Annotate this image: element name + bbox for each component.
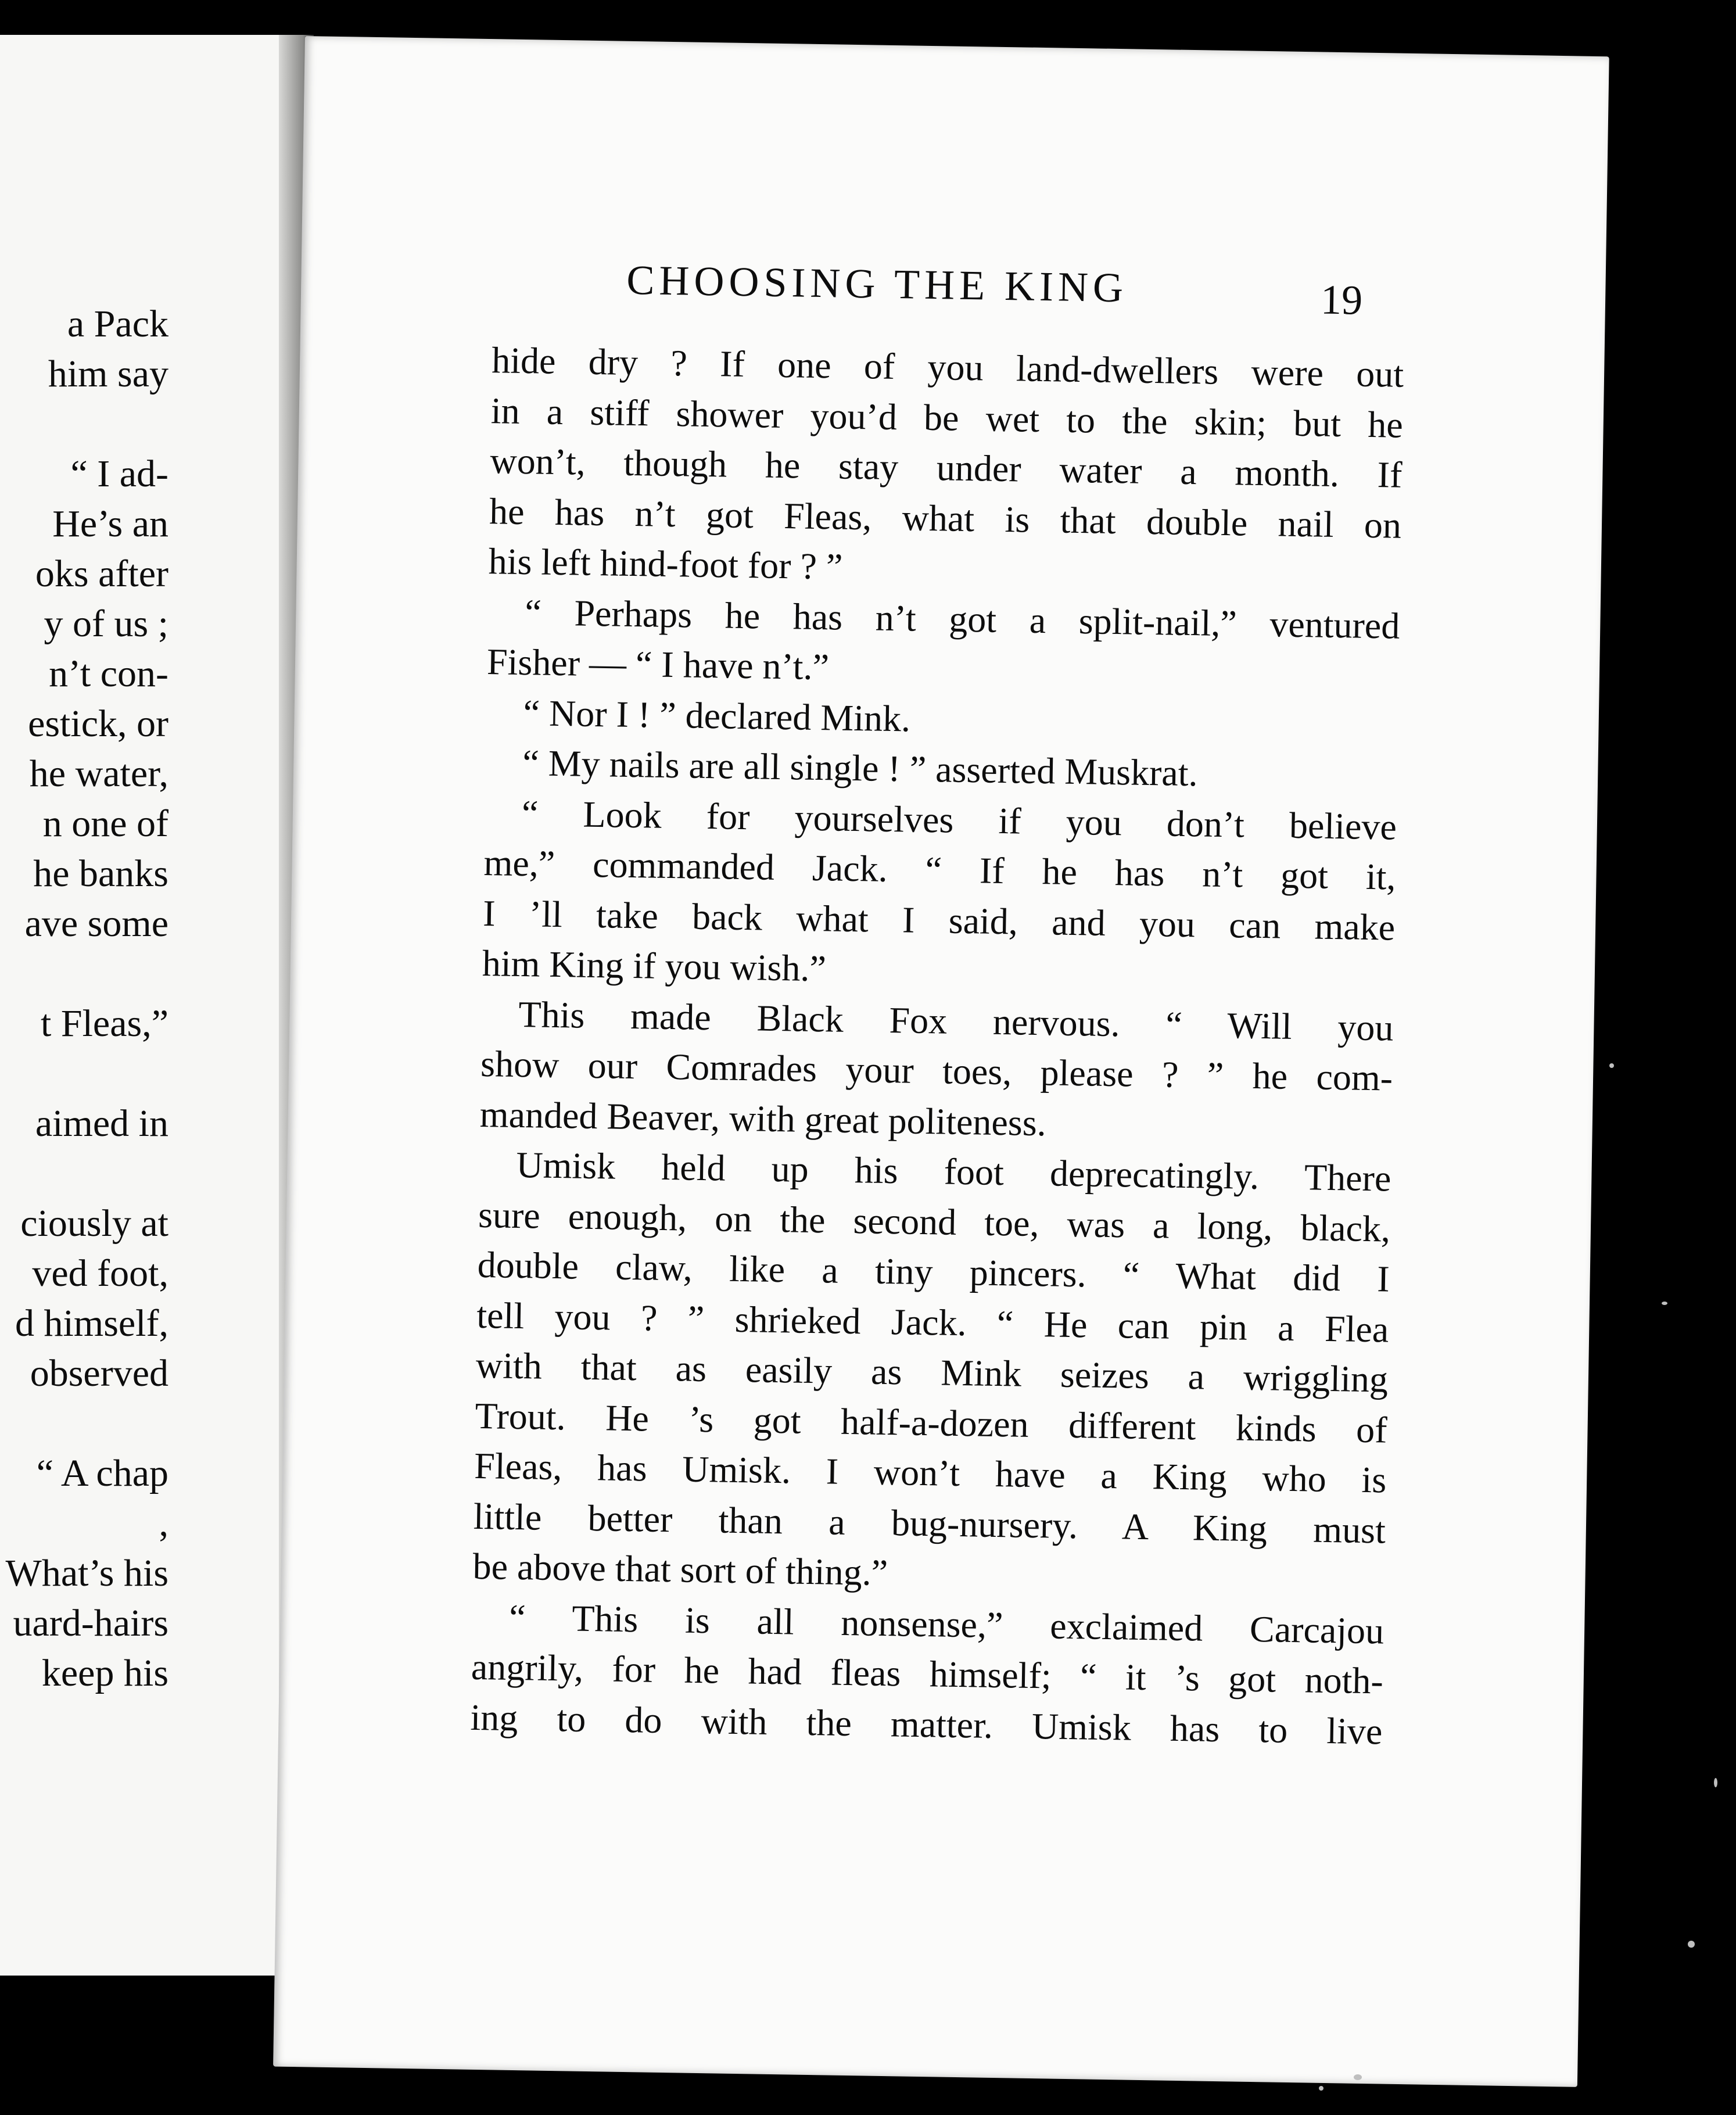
scan-speck: [1609, 1063, 1614, 1068]
body-line: Umisk held up his foot deprecatingly. There: [515, 1143, 1391, 1199]
body-line: ing to do with the matter. Umisk has to live: [470, 1696, 1383, 1752]
body-line: show our Comrades your toes, please ? ” he com-: [480, 1042, 1393, 1099]
left-page-text: [6, 299, 168, 1698]
left-page-line: ,: [159, 1502, 168, 1544]
body-line: This made Black Fox nervous. “ Will you: [518, 993, 1394, 1049]
body-line: manded Beaver, with great politeness.: [479, 1093, 1047, 1143]
body-line: me,” commanded Jack. “ If he has n’t got it,: [483, 842, 1397, 898]
left-page-line: [6, 949, 168, 999]
left-page-line: ave some: [24, 902, 168, 945]
left-page-line: uard-hairs: [13, 1602, 168, 1644]
left-page-line: What’s his: [5, 1552, 168, 1594]
body-line: his left hind-foot for ? ”: [488, 540, 843, 587]
left-page-line: n’t con-: [49, 653, 168, 695]
page-number: 19: [1320, 276, 1363, 324]
left-page-line: n one of: [42, 802, 168, 845]
left-page-line: [6, 1149, 168, 1199]
body-line: angrily, for he had fleas himself; “ it ’s got noth-: [471, 1646, 1384, 1702]
left-page-line: ciously at: [20, 1202, 168, 1245]
left-page-line: t Fleas,”: [41, 1002, 168, 1045]
body-line: won’t, though he stay under water a month. If: [490, 440, 1403, 496]
body-line: be above that sort of thing.”: [472, 1545, 888, 1594]
scan-speck: [1319, 2086, 1323, 2091]
body-line: he has n’t got Fleas, what is that double nail on: [489, 490, 1402, 546]
left-page: [0, 35, 290, 1976]
body-line: him King if you wish.”: [482, 942, 827, 990]
body-line: “ This is all nonsense,” exclaimed Carcajou: [508, 1596, 1385, 1652]
running-head: CHOOSING THE KING: [626, 256, 1128, 311]
left-page-line: him say: [48, 353, 168, 395]
left-page-line: [6, 1049, 168, 1099]
body-line: Trout. He ’s got half-a-dozen different kinds of: [475, 1395, 1388, 1451]
scan-speck: [1354, 2074, 1362, 2080]
body-line: sure enough, on the second toe, was a long, black,: [478, 1193, 1391, 1250]
left-page-line: he water,: [29, 752, 168, 795]
body-line: with that as easily as Mink seizes a wriggling: [475, 1344, 1389, 1400]
body-line: hide dry ? If one of you land-dwellers were out: [491, 339, 1404, 395]
left-page-line: he banks: [33, 852, 168, 895]
body-line: tell you ? ” shrieked Jack. “ He can pin a Flea: [476, 1294, 1389, 1350]
body-line: little better than a bug-nursery. A King must: [473, 1495, 1386, 1551]
left-page-line: He’s an: [52, 503, 168, 545]
body-line: Fleas, has Umisk. I won’t have a King who is: [474, 1444, 1387, 1501]
scan-speck: [1662, 1302, 1667, 1305]
left-page-line: observed: [30, 1352, 168, 1395]
body-line: “ Nor I ! ” declared Mink.: [523, 691, 911, 740]
left-page-line: keep his: [41, 1652, 168, 1694]
left-page-line: [6, 1399, 168, 1449]
body-line: “ Perhaps he has n’t got a split-nail,” ventured: [524, 591, 1400, 647]
left-page-line: a Pack: [67, 303, 168, 345]
left-page-line: aimed in: [35, 1102, 168, 1145]
body-line: “ Look for yourselves if you don’t believe: [521, 792, 1397, 848]
body-text: [470, 335, 1404, 1756]
left-page-line: “ I ad-: [70, 453, 168, 495]
left-page-line: estick, or: [28, 702, 168, 745]
left-page-line: d himself,: [15, 1302, 168, 1345]
left-page-line: “ A chap: [36, 1452, 168, 1494]
scan-speck: [1688, 1941, 1695, 1948]
body-line: Fisher — “ I have n’t.”: [486, 641, 830, 688]
left-page-line: [6, 399, 168, 449]
left-page-line: ved foot,: [32, 1252, 168, 1295]
left-page-line: oks after: [35, 553, 168, 595]
body-line: I ’ll take back what I said, and you can make: [482, 892, 1396, 948]
body-line: in a stiff shower you’d be wet to the skin; but he: [490, 389, 1404, 446]
left-page-line: y of us ;: [44, 603, 168, 645]
right-page: [273, 36, 1609, 2087]
scan-speck: [1714, 1778, 1717, 1787]
body-line: double claw, like a tiny pincers. “ What did I: [477, 1243, 1390, 1300]
body-line: “ My nails are all single ! ” asserted Muskrat.: [522, 742, 1199, 794]
